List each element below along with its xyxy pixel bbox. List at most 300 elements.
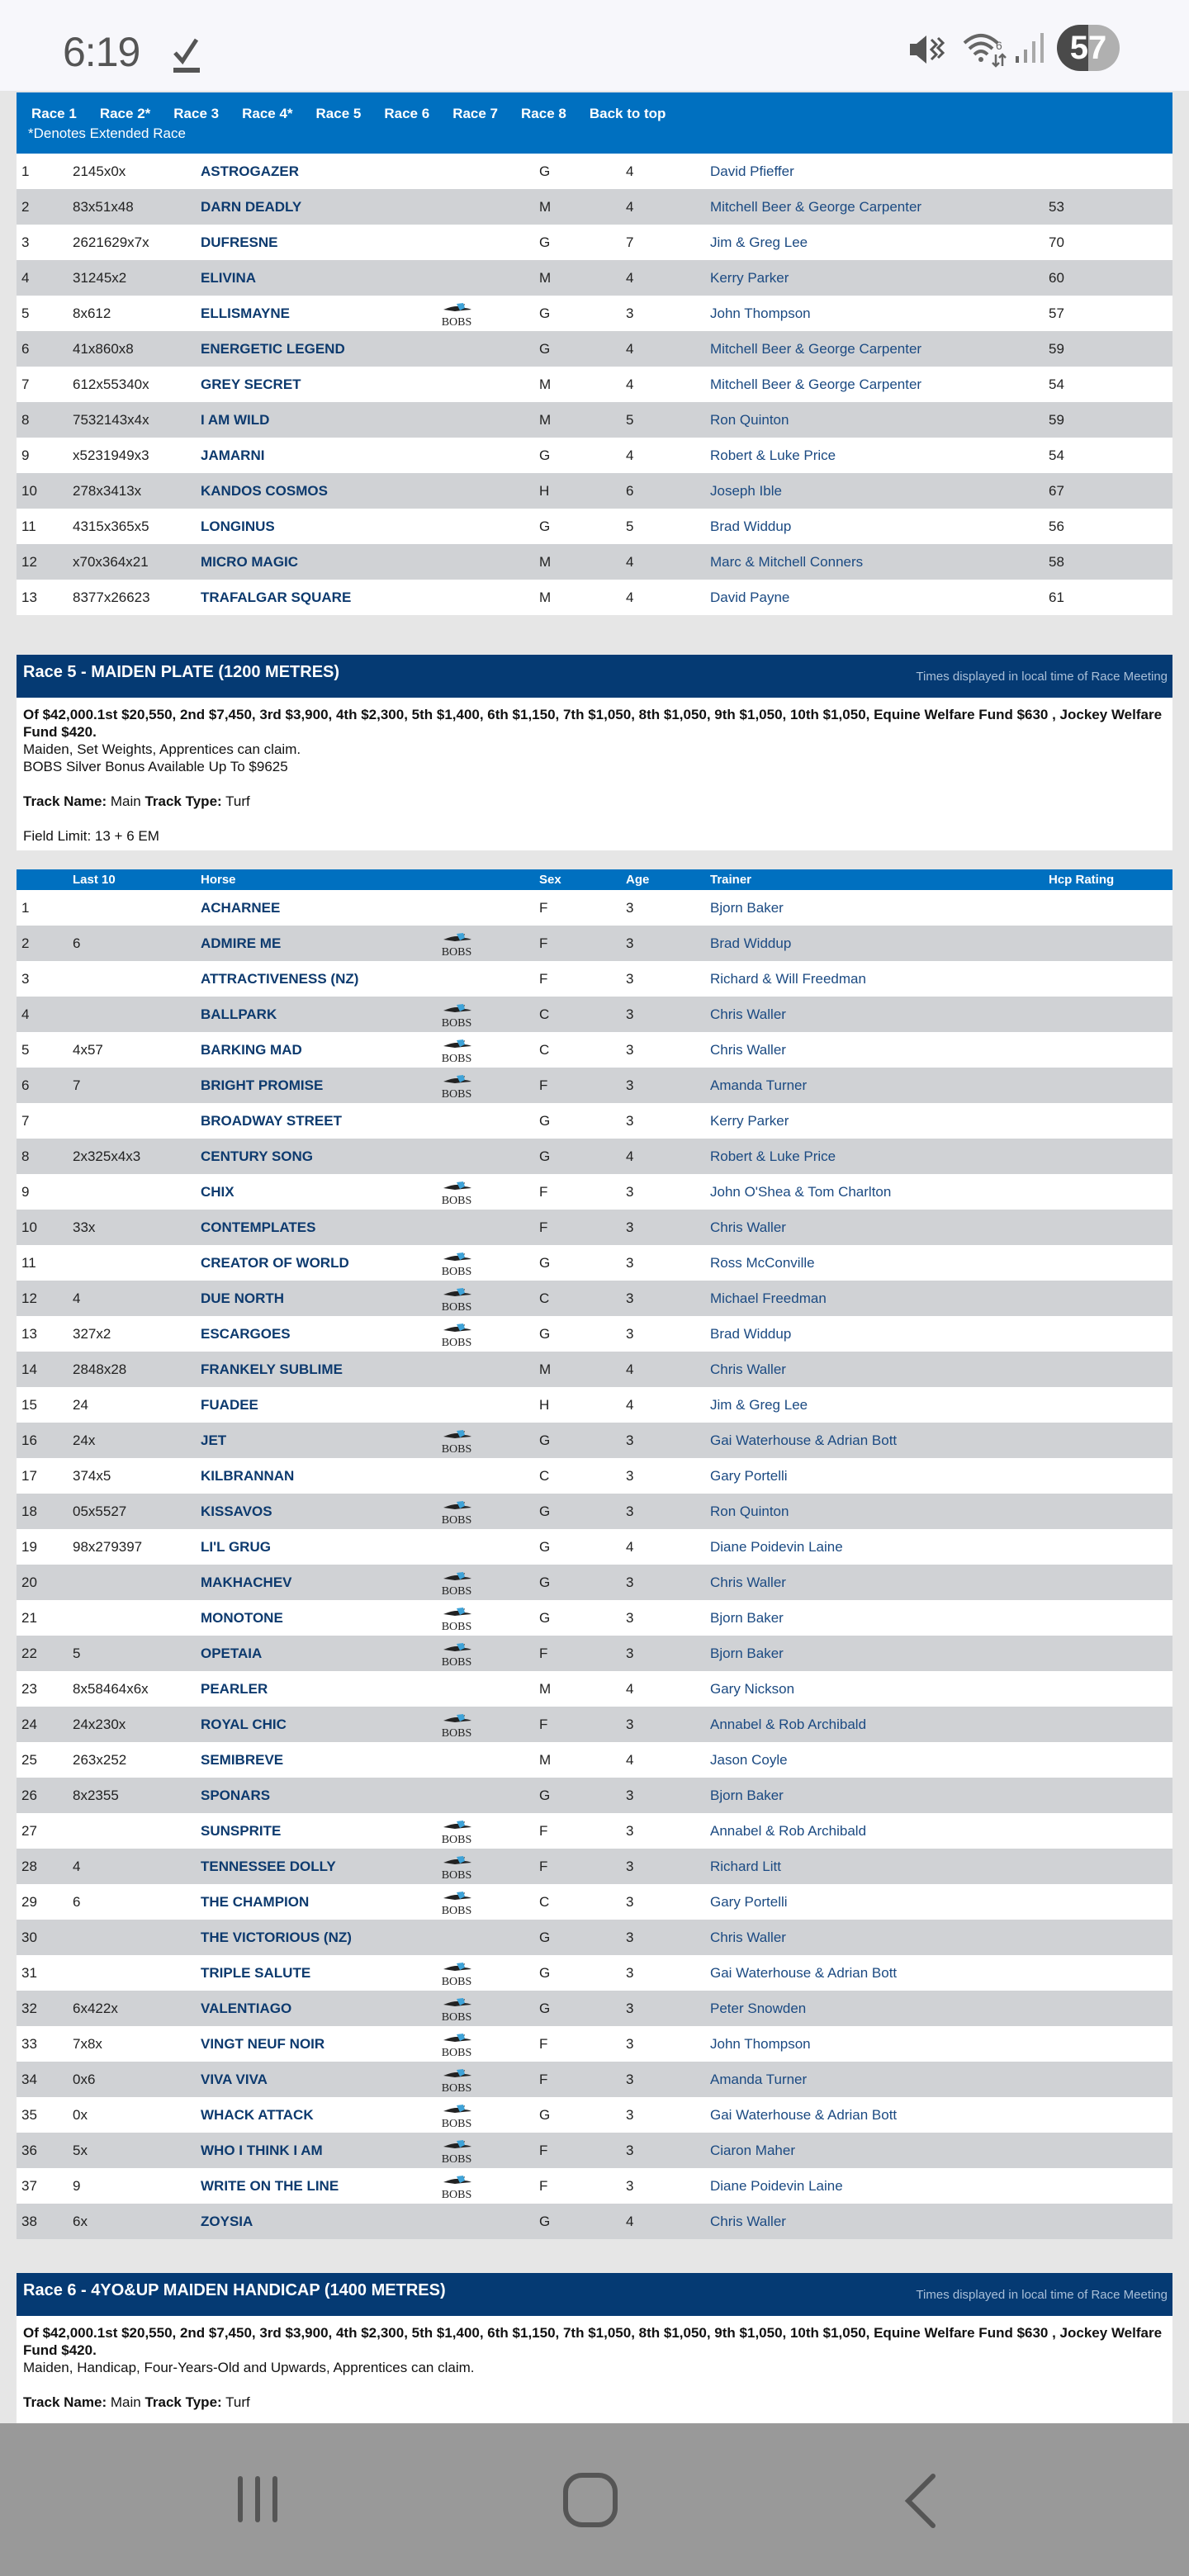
horse-name-link[interactable]: DUE NORTH (196, 1281, 435, 1316)
trainer-link[interactable]: Diane Poidevin Laine (705, 1529, 1044, 1565)
table-row (17, 961, 1172, 997)
horse-name-link[interactable]: VIVA VIVA (196, 2062, 435, 2097)
trainer-link[interactable]: Gary Portelli (705, 1884, 1044, 1920)
horse-age: 3 (621, 1778, 705, 1813)
hcp-rating (1044, 1813, 1172, 1849)
saddle-number: 8 (17, 1139, 68, 1174)
horse-name-link[interactable]: ASTROGAZER (196, 154, 435, 189)
bonus-cell (435, 331, 534, 367)
horse-name-link[interactable]: ATTRACTIVENESS (NZ) (196, 961, 435, 997)
saddle-number: 26 (17, 1778, 68, 1813)
hcp-rating: 67 (1044, 473, 1172, 509)
saddle-number: 25 (17, 1742, 68, 1778)
horse-name-link[interactable]: ACHARNEE (196, 890, 435, 926)
svg-text:BOBS: BOBS (441, 2188, 472, 2200)
bobs-logo-icon (440, 1002, 473, 1028)
horse-sex: F (534, 1636, 621, 1671)
trainer-link[interactable]: Chris Waller (705, 2204, 1044, 2239)
hcp-rating (1044, 1281, 1172, 1316)
table-row (17, 2133, 1172, 2168)
saddle-number: 9 (17, 1174, 68, 1210)
trainer-link[interactable]: Robert & Luke Price (705, 1139, 1044, 1174)
bobs-logo-icon (440, 1605, 473, 1631)
svg-text:BOBS: BOBS (441, 2010, 472, 2022)
saddle-number: 5 (17, 1032, 68, 1068)
svg-text:BOBS: BOBS (441, 1584, 472, 1596)
last-10-form: 8x2355 (68, 1778, 196, 1813)
bonus-cell (435, 296, 534, 331)
saddle-number: 2 (17, 926, 68, 961)
trainer-link[interactable]: Brad Widdup (705, 926, 1044, 961)
horse-name-link[interactable]: ELIVINA (196, 260, 435, 296)
table-row (17, 154, 1172, 189)
bobs-logo-icon (440, 2173, 473, 2200)
hcp-rating (1044, 1139, 1172, 1174)
table-row (17, 1423, 1172, 1458)
horse-name-link[interactable]: ADMIRE ME (196, 926, 435, 961)
bobs-logo-icon (440, 1889, 473, 1915)
table-row (17, 1955, 1172, 1991)
trainer-link[interactable]: Chris Waller (705, 1352, 1044, 1387)
race6-header (17, 2273, 1172, 2316)
table-row (17, 1671, 1172, 1707)
trainer-link[interactable]: Annabel & Rob Archibald (705, 1707, 1044, 1742)
horse-name-link[interactable]: TRAFALGAR SQUARE (196, 580, 435, 615)
trainer-link[interactable]: Chris Waller (705, 1032, 1044, 1068)
horse-name-link[interactable]: MONOTONE (196, 1600, 435, 1636)
trainer-link[interactable]: Marc & Mitchell Conners (705, 544, 1044, 580)
horse-name-link[interactable]: VALENTIAGO (196, 1991, 435, 2026)
horse-sex: M (534, 189, 621, 225)
horse-age: 4 (621, 1387, 705, 1423)
table-row (17, 1245, 1172, 1281)
hcp-rating: 57 (1044, 296, 1172, 331)
trainer-link[interactable]: Richard & Will Freedman (705, 961, 1044, 997)
horse-name-link[interactable]: KISSAVOS (196, 1494, 435, 1529)
trainer-link[interactable]: Gai Waterhouse & Adrian Bott (705, 2097, 1044, 2133)
horse-sex: M (534, 1352, 621, 1387)
trainer-link[interactable]: Amanda Turner (705, 2062, 1044, 2097)
table-row (17, 1884, 1172, 1920)
table-row (17, 1813, 1172, 1849)
race6-conditions: Maiden, Handicap, Four-Years-Old and Upwards, Apprentices can claim. (23, 2360, 475, 2375)
last-10-form: 0x6 (68, 2062, 196, 2097)
bonus-cell (435, 1707, 534, 1742)
horse-age: 4 (621, 1139, 705, 1174)
system-navigation-bar (0, 2423, 1189, 2576)
bobs-logo-icon (440, 2138, 473, 2164)
horse-name-link[interactable]: CREATOR OF WORLD (196, 1245, 435, 1281)
column-header: Horse (196, 869, 435, 890)
home-button[interactable] (561, 2473, 619, 2527)
horse-name-link[interactable]: VINGT NEUF NOIR (196, 2026, 435, 2062)
horse-name-link[interactable]: GREY SECRET (196, 367, 435, 402)
race-navigation (17, 92, 1172, 154)
bonus-cell (435, 1636, 534, 1671)
saddle-number: 1 (17, 154, 68, 189)
trainer-link[interactable]: Jim & Greg Lee (705, 225, 1044, 260)
saddle-number: 32 (17, 1991, 68, 2026)
trainer-link[interactable]: Gai Waterhouse & Adrian Bott (705, 1955, 1044, 1991)
svg-text:6: 6 (996, 39, 1002, 52)
race5-timezone-note: Times displayed in local time of Race Meeting (916, 670, 1168, 684)
hcp-rating (1044, 2133, 1172, 2168)
saddle-number: 6 (17, 1068, 68, 1103)
trainer-link[interactable]: Kerry Parker (705, 1103, 1044, 1139)
horse-name-link[interactable]: WHACK ATTACK (196, 2097, 435, 2133)
saddle-number: 11 (17, 1245, 68, 1281)
trainer-link[interactable]: Ciaron Maher (705, 2133, 1044, 2168)
svg-text:BOBS: BOBS (441, 1620, 472, 1631)
bonus-cell (435, 2026, 534, 2062)
race5-prize: Of $42,000.1st $20,550, 2nd $7,450, 3rd $3,900, 4th $2,300, 5th $1,400, 6th $1,150, 7th $1,050, 8th $1,050, 9th $1,050, 10th $1,050, Equine Welfare Fund $630 , Jockey Welfare Fund $420. (23, 707, 1163, 740)
table-row (17, 1707, 1172, 1742)
last-10-form (68, 1600, 196, 1636)
trainer-link[interactable]: Chris Waller (705, 1565, 1044, 1600)
table-row (17, 1565, 1172, 1600)
bonus-cell (435, 402, 534, 438)
wifi-icon (961, 30, 1007, 68)
horse-age: 3 (621, 2168, 705, 2204)
horse-sex: H (534, 1387, 621, 1423)
bobs-logo-icon (440, 1960, 473, 1986)
saddle-number: 28 (17, 1849, 68, 1884)
saddle-number: 1 (17, 890, 68, 926)
trainer-link[interactable]: Ross McConville (705, 1245, 1044, 1281)
horse-name-link[interactable]: JAMARNI (196, 438, 435, 473)
trainer-link[interactable]: Bjorn Baker (705, 1778, 1044, 1813)
last-10-form: 4 (68, 1281, 196, 1316)
table-row (17, 1458, 1172, 1494)
hcp-rating (1044, 1884, 1172, 1920)
horse-age: 3 (621, 1458, 705, 1494)
horse-name-link[interactable]: SPONARS (196, 1778, 435, 1813)
horse-sex: C (534, 1884, 621, 1920)
table-row (17, 189, 1172, 225)
bonus-cell (435, 473, 534, 509)
horse-sex: F (534, 2168, 621, 2204)
hcp-rating (1044, 1529, 1172, 1565)
horse-name-link[interactable]: ENERGETIC LEGEND (196, 331, 435, 367)
horse-age: 3 (621, 296, 705, 331)
horse-sex: G (534, 1103, 621, 1139)
bonus-cell (435, 1600, 534, 1636)
horse-sex: F (534, 926, 621, 961)
last-10-form: 6x422x (68, 1991, 196, 2026)
last-10-form: 7532143x4x (68, 402, 196, 438)
horse-name-link[interactable]: MICRO MAGIC (196, 544, 435, 580)
trainer-link[interactable]: John Thompson (705, 2026, 1044, 2062)
horse-name-link[interactable]: WRITE ON THE LINE (196, 2168, 435, 2204)
trainer-link[interactable]: Bjorn Baker (705, 890, 1044, 926)
race-nav-link-9[interactable]: Back to top (589, 106, 666, 121)
trainer-link[interactable]: Michael Freedman (705, 1281, 1044, 1316)
last-10-form: 2848x28 (68, 1352, 196, 1387)
status-time: 6:19 (63, 29, 140, 75)
saddle-number: 4 (17, 997, 68, 1032)
trainer-link[interactable]: Mitchell Beer & George Carpenter (705, 189, 1044, 225)
race5-conditions: Maiden, Set Weights, Apprentices can claim. (23, 741, 301, 757)
horse-name-link[interactable]: I AM WILD (196, 402, 435, 438)
horse-sex: F (534, 2026, 621, 2062)
race5-bonus: BOBS Silver Bonus Available Up To $9625 (23, 759, 288, 774)
table-row (17, 2097, 1172, 2133)
last-10-form: 6 (68, 926, 196, 961)
hcp-rating: 58 (1044, 544, 1172, 580)
table-row (17, 1849, 1172, 1884)
status-bar (0, 0, 1189, 91)
horse-name-link[interactable]: LI'L GRUG (196, 1529, 435, 1565)
trainer-link[interactable]: Amanda Turner (705, 1068, 1044, 1103)
hcp-rating (1044, 2062, 1172, 2097)
saddle-number: 35 (17, 2097, 68, 2133)
bonus-cell (435, 1245, 534, 1281)
trainer-link[interactable]: Chris Waller (705, 997, 1044, 1032)
svg-text:BOBS: BOBS (441, 2152, 472, 2164)
saddle-number: 12 (17, 544, 68, 580)
saddle-number: 7 (17, 1103, 68, 1139)
column-header: Trainer (705, 869, 1044, 890)
trainer-link[interactable]: Ron Quinton (705, 402, 1044, 438)
hcp-rating (1044, 1210, 1172, 1245)
hcp-rating (1044, 1103, 1172, 1139)
table-row (17, 580, 1172, 615)
last-10-form: 2x325x4x3 (68, 1139, 196, 1174)
last-10-form: x70x364x21 (68, 544, 196, 580)
race-nav-link-1[interactable]: Race 1 (31, 106, 77, 121)
last-10-form (68, 997, 196, 1032)
horse-name-link[interactable]: BRIGHT PROMISE (196, 1068, 435, 1103)
bonus-cell (435, 260, 534, 296)
last-10-form: 4 (68, 1849, 196, 1884)
horse-sex: M (534, 260, 621, 296)
horse-sex: G (534, 225, 621, 260)
back-button[interactable] (900, 2473, 941, 2529)
horse-sex: F (534, 1849, 621, 1884)
trainer-link[interactable]: Mitchell Beer & George Carpenter (705, 367, 1044, 402)
trainer-link[interactable]: John O'Shea & Tom Charlton (705, 1174, 1044, 1210)
column-header: Age (621, 869, 705, 890)
horse-age: 3 (621, 997, 705, 1032)
bonus-cell (435, 1352, 534, 1387)
horse-sex: G (534, 1920, 621, 1955)
horse-name-link[interactable]: TRIPLE SALUTE (196, 1955, 435, 1991)
race-nav-link-4[interactable]: Race 4* (242, 106, 293, 121)
horse-name-link[interactable]: ROYAL CHIC (196, 1707, 435, 1742)
table-row (17, 1991, 1172, 2026)
hcp-rating (1044, 2168, 1172, 2204)
trainer-link[interactable]: John Thompson (705, 296, 1044, 331)
horse-name-link[interactable]: THE CHAMPION (196, 1884, 435, 1920)
saddle-number: 4 (17, 260, 68, 296)
hcp-rating (1044, 154, 1172, 189)
bonus-cell (435, 1565, 534, 1600)
trainer-link[interactable]: Chris Waller (705, 1210, 1044, 1245)
race-nav-link-7[interactable]: Race 7 (452, 106, 499, 121)
horse-name-link[interactable]: DARN DEADLY (196, 189, 435, 225)
last-10-form: 31245x2 (68, 260, 196, 296)
horse-sex: G (534, 1991, 621, 2026)
bonus-cell (435, 225, 534, 260)
race6-prize: Of $42,000.1st $20,550, 2nd $7,450, 3rd $3,900, 4th $2,300, 5th $1,400, 6th $1,150, 7th $1,050, 8th $1,050, 9th $1,050, 10th $1,050, Equine Welfare Fund $630 , Jockey Welfare Fund $420. (23, 2325, 1163, 2358)
horse-sex: F (534, 1210, 621, 1245)
trainer-link[interactable]: Bjorn Baker (705, 1636, 1044, 1671)
saddle-number: 15 (17, 1387, 68, 1423)
horse-name-link[interactable]: CENTURY SONG (196, 1139, 435, 1174)
trainer-link[interactable]: Gary Nickson (705, 1671, 1044, 1707)
race-nav-link-8[interactable]: Race 8 (521, 106, 566, 121)
bobs-logo-icon (440, 1712, 473, 1738)
bonus-cell (435, 1210, 534, 1245)
signal-icon (1014, 31, 1047, 64)
horse-name-link[interactable]: BROADWAY STREET (196, 1103, 435, 1139)
horse-name-link[interactable]: FUADEE (196, 1387, 435, 1423)
horse-name-link[interactable]: THE VICTORIOUS (NZ) (196, 1920, 435, 1955)
horse-name-link[interactable]: TENNESSEE DOLLY (196, 1849, 435, 1884)
trainer-link[interactable]: Jason Coyle (705, 1742, 1044, 1778)
trainer-link[interactable]: Jim & Greg Lee (705, 1387, 1044, 1423)
horse-age: 3 (621, 1316, 705, 1352)
horse-name-link[interactable]: DUFRESNE (196, 225, 435, 260)
table-row (17, 402, 1172, 438)
horse-name-link[interactable]: WHO I THINK I AM (196, 2133, 435, 2168)
trainer-link[interactable]: Brad Widdup (705, 1316, 1044, 1352)
horse-sex: M (534, 580, 621, 615)
table-row (17, 1778, 1172, 1813)
bonus-cell (435, 890, 534, 926)
horse-name-link[interactable]: ZOYSIA (196, 2204, 435, 2239)
table-row (17, 296, 1172, 331)
download-done-icon (170, 35, 203, 76)
horse-name-link[interactable]: KANDOS COSMOS (196, 473, 435, 509)
svg-text:BOBS: BOBS (441, 1194, 472, 1205)
horse-name-link[interactable]: ESCARGOES (196, 1316, 435, 1352)
saddle-number: 23 (17, 1671, 68, 1707)
horse-name-link[interactable]: SEMIBREVE (196, 1742, 435, 1778)
trainer-link[interactable]: Brad Widdup (705, 509, 1044, 544)
bobs-logo-icon (440, 1818, 473, 1844)
horse-sex: G (534, 1778, 621, 1813)
horse-sex: G (534, 1529, 621, 1565)
horse-age: 5 (621, 509, 705, 544)
trainer-link[interactable]: Chris Waller (705, 1920, 1044, 1955)
hcp-rating (1044, 1316, 1172, 1352)
bonus-cell (435, 1387, 534, 1423)
hcp-rating (1044, 2026, 1172, 2062)
trainer-link[interactable]: Diane Poidevin Laine (705, 2168, 1044, 2204)
race-nav-link-3[interactable]: Race 3 (173, 106, 220, 121)
hcp-rating: 60 (1044, 260, 1172, 296)
horse-age: 4 (621, 2204, 705, 2239)
bonus-cell (435, 580, 534, 615)
race-nav-links (31, 106, 689, 122)
table-row (17, 367, 1172, 402)
horse-age: 3 (621, 1032, 705, 1068)
horse-age: 3 (621, 1636, 705, 1671)
recent-apps-button[interactable] (233, 2474, 282, 2524)
hcp-rating (1044, 1991, 1172, 2026)
horse-name-link[interactable]: BALLPARK (196, 997, 435, 1032)
hcp-rating: 56 (1044, 509, 1172, 544)
svg-text:BOBS: BOBS (441, 945, 472, 957)
trainer-link[interactable]: Annabel & Rob Archibald (705, 1813, 1044, 1849)
saddle-number: 27 (17, 1813, 68, 1849)
trainer-link[interactable]: Joseph Ible (705, 473, 1044, 509)
svg-text:BOBS: BOBS (441, 1513, 472, 1525)
horse-name-link[interactable]: KILBRANNAN (196, 1458, 435, 1494)
horse-name-link[interactable]: BARKING MAD (196, 1032, 435, 1068)
trainer-link[interactable]: Ron Quinton (705, 1494, 1044, 1529)
horse-name-link[interactable]: CHIX (196, 1174, 435, 1210)
bobs-logo-icon (440, 301, 473, 327)
horse-name-link[interactable]: MAKHACHEV (196, 1565, 435, 1600)
saddle-number: 14 (17, 1352, 68, 1387)
trainer-link[interactable]: Richard Litt (705, 1849, 1044, 1884)
svg-text:BOBS: BOBS (441, 1442, 472, 1454)
horse-age: 4 (621, 1529, 705, 1565)
last-10-form (68, 1955, 196, 1991)
trainer-link[interactable]: Robert & Luke Price (705, 438, 1044, 473)
bonus-cell (435, 961, 534, 997)
horse-age: 4 (621, 1742, 705, 1778)
trainer-link[interactable]: Peter Snowden (705, 1991, 1044, 2026)
last-10-form (68, 1813, 196, 1849)
horse-name-link[interactable]: OPETAIA (196, 1636, 435, 1671)
hcp-rating (1044, 1671, 1172, 1707)
race-nav-link-2[interactable]: Race 2* (99, 106, 151, 121)
horse-sex: G (534, 509, 621, 544)
horse-sex: G (534, 1494, 621, 1529)
hcp-rating (1044, 2204, 1172, 2239)
race-nav-link-6[interactable]: Race 6 (384, 106, 430, 121)
bonus-cell (435, 1529, 534, 1565)
last-10-form: x5231949x3 (68, 438, 196, 473)
horse-name-link[interactable]: JET (196, 1423, 435, 1458)
bobs-logo-icon (440, 1428, 473, 1454)
horse-age: 4 (621, 331, 705, 367)
trainer-link[interactable]: David Pfieffer (705, 154, 1044, 189)
hcp-rating: 53 (1044, 189, 1172, 225)
last-10-form: 2145x0x (68, 154, 196, 189)
trainer-link[interactable]: Kerry Parker (705, 260, 1044, 296)
horse-name-link[interactable]: LONGINUS (196, 509, 435, 544)
trainer-link[interactable]: Bjorn Baker (705, 1600, 1044, 1636)
trainer-link[interactable]: Gary Portelli (705, 1458, 1044, 1494)
hcp-rating (1044, 997, 1172, 1032)
horse-age: 6 (621, 473, 705, 509)
trainer-link[interactable]: David Payne (705, 580, 1044, 615)
table-row (17, 1281, 1172, 1316)
horse-age: 3 (621, 1884, 705, 1920)
horse-name-link[interactable]: PEARLER (196, 1671, 435, 1707)
table-row (17, 1068, 1172, 1103)
trainer-link[interactable]: Mitchell Beer & George Carpenter (705, 331, 1044, 367)
trainer-link[interactable]: Gai Waterhouse & Adrian Bott (705, 1423, 1044, 1458)
horse-name-link[interactable]: ELLISMAYNE (196, 296, 435, 331)
horse-age: 3 (621, 1600, 705, 1636)
table-row (17, 1139, 1172, 1174)
horse-name-link[interactable]: CONTEMPLATES (196, 1210, 435, 1245)
bobs-logo-icon (440, 930, 473, 957)
horse-name-link[interactable]: SUNSPRITE (196, 1813, 435, 1849)
horse-sex: F (534, 2062, 621, 2097)
saddle-number: 19 (17, 1529, 68, 1565)
horse-name-link[interactable]: FRANKELY SUBLIME (196, 1352, 435, 1387)
bonus-cell (435, 1671, 534, 1707)
hcp-rating: 61 (1044, 580, 1172, 615)
last-10-form: 4x57 (68, 1032, 196, 1068)
race-nav-link-5[interactable]: Race 5 (315, 106, 362, 121)
